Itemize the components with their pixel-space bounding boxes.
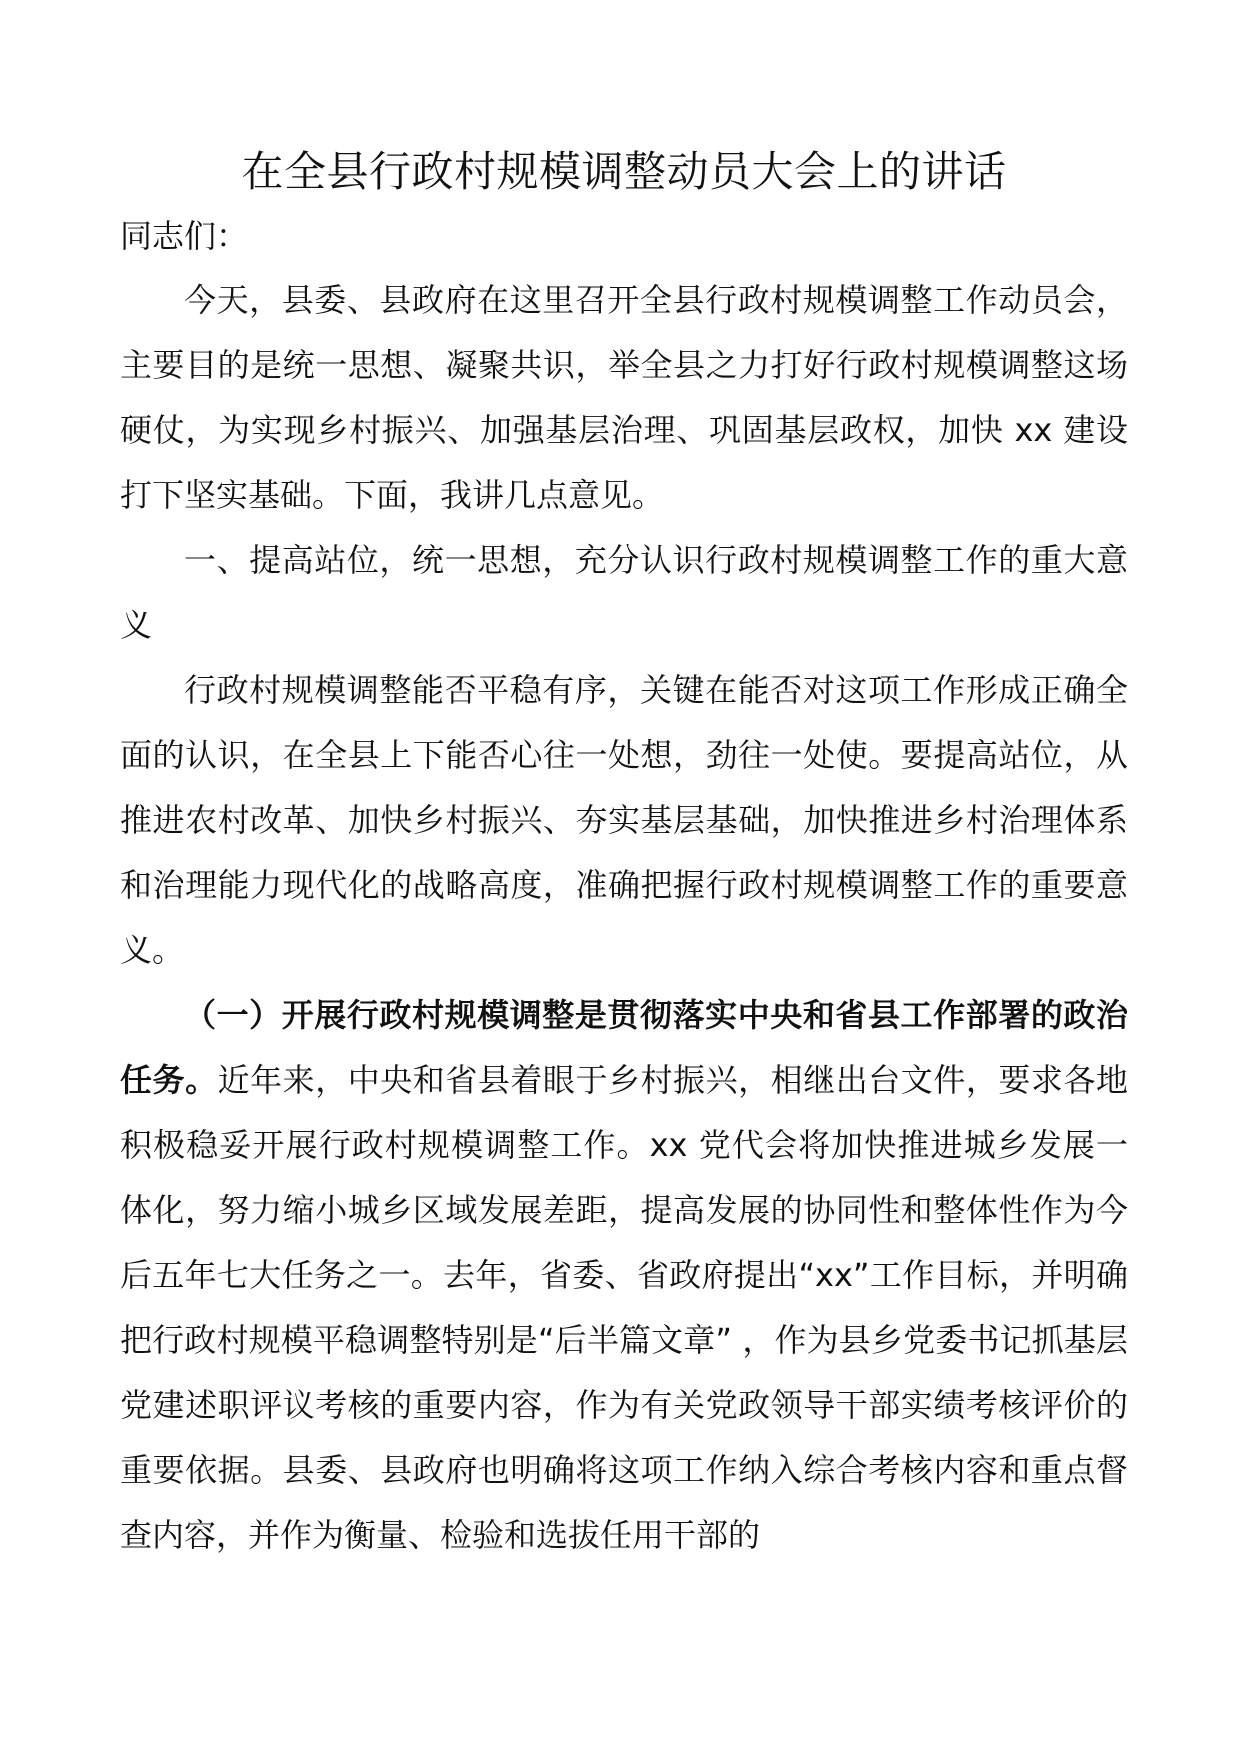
subsection-heading: （一）开展行政村规模调整是贯彻落实中央和省县工作部署的政治任务。	[120, 996, 1128, 1099]
paragraph-significance	[120, 658, 1128, 983]
paragraph-text: 行政村规模调整能否平稳有序，关键在能否对这项工作形成正确全面的认识，在全县上下能否心往一处想，劲往一处使。要提高站位，从推进农村改革、加快乡村振兴、夯实基层基础，加快推进乡村治理体系和治理能力现代化的战略高度，准确把握行政村规模调整工作的重要意义。	[120, 671, 1128, 969]
document-title: 在全县行政村规模调整动员大会上的讲话	[241, 147, 1007, 196]
paragraph-text: 近年来，中央和省县着眼于乡村振兴，相继出台文件，要求各地积极稳妥开展行政村规模调整工作。xx 党代会将加快推进城乡发展一体化，努力缩小城乡区域发展差距，提高发展的协同性和整体性作为今后五年七大任务之一。去年，省委、省政府提出“xx”工作目标，并明确把行政村规模平稳调整特别是“后半篇文章” ，作为县乡党委书记抓基层党建述职评议考核的重要内容，作为有关党政领导干部实绩考核评价的重要依据。县委、县政府也明确将这项工作纳入综合考核内容和重点督查内容，并作为衡量、检验和选拔任用干部的	[120, 1061, 1128, 1554]
paragraph-intro	[120, 268, 1128, 528]
paragraph-political-task	[120, 983, 1128, 1568]
section-heading-1	[120, 528, 1128, 658]
paragraph-text: 今天，县委、县政府在这里召开全县行政村规模调整工作动员会，主要目的是统一思想、凝聚共识，举全县之力打好行政村规模调整这场硬仗，为实现乡村振兴、加强基层治理、巩固基层政权，加快 xx 建设打下坚实基础。下面，我讲几点意见。	[120, 281, 1128, 514]
greeting: 同志们：	[120, 217, 249, 255]
section-heading-text: 一、提高站位，统一思想，充分认识行政村规模调整工作的重大意义	[120, 541, 1128, 644]
